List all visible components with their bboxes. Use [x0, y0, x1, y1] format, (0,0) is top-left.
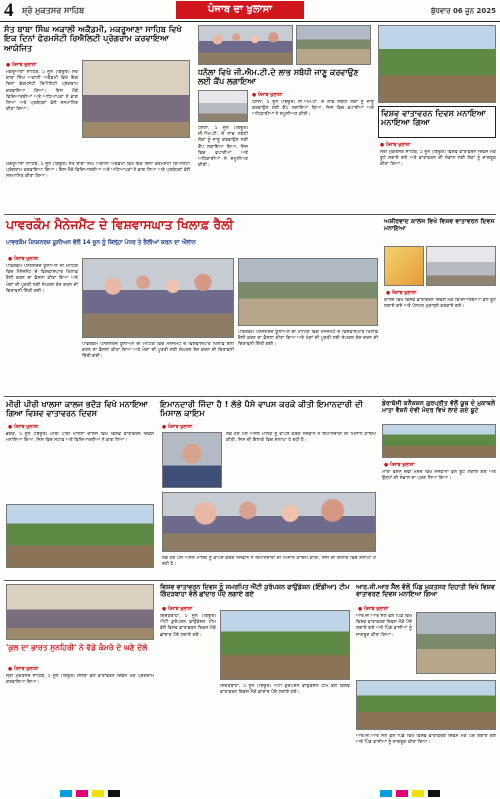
article-2-photo-2 — [296, 25, 371, 65]
divider — [4, 580, 496, 581]
article-3-photo — [378, 25, 496, 103]
article-10-photo-2 — [356, 680, 496, 730]
article-5-body: ਕਾਲਜ ਵਿਖੇ ਵਿਸ਼ਵ ਵਾਤਾਵਰਨ ਦਿਵਸ ਮੌਕੇ ਵਿਦਿਆਰਥੀਆਂ ਵੱਲੋਂ ਬੂਟੇ ਲਗਾਏ ਗਏ ਅਤੇ ਪੋਸਟਰ ਮੁਕਾਬਲੇ ਕਰਵਾਏ ਗਏ। — [384, 298, 496, 310]
article-9-body: ਗਿੱਦੜਬਾਹਾ, 5 ਜੂਨ (ਬਿਊਰੋ) ਐਂਟੀ ਕੁਰੱਪਸ਼ਨ ਫਾਉਂਡੇਸ਼ਨ ਟੀਮ ਵੱਲੋਂ ਵਿਸ਼ਵ ਵਾਤਾਵਰਨ ਦਿਵਸ ਮੌਕੇ ਛਾਂਦਾਰ ਪੌਦੇ ਲਗਾਏ ਗਏ। — [160, 614, 216, 638]
article-4-byline: ● ਪੰਜਾਬ ਖੁਲਾਸਾ — [8, 257, 39, 262]
article-10-byline: ● ਪੰਜਾਬ ਖੁਲਾਸਾ — [358, 607, 389, 612]
article-4-headline: ਪਾਵਰਕੌਮ ਮੈਨੇਜਮੈਂਟ ਦੇ ਵਿਸ਼ਵਾਸਘਾਤ ਖਿਲਾਫ਼ ਰੈਲੀ — [6, 217, 234, 232]
article-2-body: ਧਨੌਲਾ, 5 ਜੂਨ (ਬਿਊਰੋ) ਜੀ.ਐਮ.ਟੀ. ਦੇ ਲਾਭ ਸਬੰਧੀ ਲੋਕਾਂ ਨੂੰ ਜਾਣੂ ਕਰਵਾਉਣ ਲਈ ਕੈਂਪ ਲਗਾਇਆ ਗਿਆ, ਜਿਸ ਵਿਚ ਵਪਾਰੀਆਂ ਅਤੇ ਅਧਿਕਾਰੀਆਂ ਨੇ ਸ਼ਮੂਲੀਅਤ ਕੀਤੀ। — [252, 100, 374, 118]
issue-date: ਬੁੱਧਵਾਰ 06 ਜੂਨ 2025 — [431, 7, 496, 15]
article-9-byline: ● ਪੰਜਾਬ ਖੁਲਾਸਾ — [162, 607, 193, 612]
swatch-cyan — [380, 790, 392, 797]
article-10-photo-1 — [416, 612, 496, 674]
article-7-photo-2 — [162, 492, 376, 552]
article-10-body: ਆਰ.ਜੀ.ਆਰ ਸੈੱਲ ਵੱਲੋਂ ਪਿੰਡ ਵਿਖੇ ਵਿਸ਼ਵ ਵਾਤਾਵਰਣ ਦਿਵਸ ਮੌਕੇ ਪੌਦੇ ਲਗਾਏ ਗਏ ਅਤੇ ਪਿੰਡ ਵਾਸੀਆਂ ਨੂੰ ਜਾਗਰੂਕ ਕੀਤਾ ਗਿਆ। — [356, 614, 412, 638]
article-2-photo-1 — [198, 25, 293, 65]
article-10-body-cont: ਆਰ.ਜੀ.ਆਰ ਸੈੱਲ ਵੱਲੋਂ ਪਿੰਡ ਵਿਖੇ ਵਿਸ਼ਵ ਵਾਤਾਵਰਣ ਦਿਵਸ ਮੌਕੇ ਪੌਦੇ ਲਗਾਏ ਗਏ ਅਤੇ ਪਿੰਡ ਵਾਸੀਆਂ ਨੂੰ ਜਾਗਰੂਕ ਕੀਤਾ ਗਿਆ। — [356, 734, 496, 746]
divider — [4, 396, 496, 397]
article-8-byline: ● ਪੰਜਾਬ ਖੁਲਾਸਾ — [384, 463, 415, 468]
article-10-headline: ਆਰ.ਜੀ.ਆਰ ਸੈੱਲ ਵੱਲੋਂ ਪਿੰਡ ਮੁਕਤਸਰ ਦਿਹਾਤੀ ਵਿਖੇ ਵਿਸ਼ਵ ਵਾਤਾਵਰਣ ਦਿਵਸ ਮਨਾਇਆ ਗਿਆ — [356, 583, 495, 599]
article-6-photo — [6, 504, 154, 568]
article-4-photo-1 — [82, 258, 234, 338]
masthead — [0, 0, 500, 22]
article-5-photo-1 — [384, 246, 424, 286]
article-1-headline: ਸੰਤ ਬਾਬਾ ਸਿੰਘ ਅਕਾਲੀ ਅਕੈਡਮੀ, ਮਕਰੂਆਣਾ ਸਾਹਿਬ ਵਿਖੇ ਇਕ ਦਿਨਾਂ ਫੋਰਮਸੋਟੀ ਰਿਐਲਿਟੀ ਪ੍ਰੋਗਰਾਮ ਕਰਵਾਇਆ ਆਯੋਜਿਤ — [4, 24, 182, 53]
article-9-photo — [220, 610, 350, 680]
article-7-byline: ● ਪੰਜਾਬ ਖੁਲਾਸਾ — [162, 425, 193, 430]
article-4-body-col1: ਪਾਵਰਕੌਮ ਪੈਨਸ਼ਨਰਜ਼ ਯੂਨੀਅਨ ਦੀ ਮੀਟਿੰਗ ਵਿਚ ਮੈਨੇਜਮੈਂਟ ਦੇ ਵਿਸ਼ਵਾਸਘਾਤ ਖਿਲਾਫ਼ ਰੈਲੀ ਕਰਨ ਦਾ ਫ਼ੈਸਲਾ ਕੀਤਾ ਗਿਆ ਅਤੇ ਮੰਗਾਂ ਦੀ ਪੂਰਤੀ ਲਈ ਸੰਘਰਸ਼ ਤੇਜ਼ ਕਰਨ ਦੀ ਚਿਤਾਵਨੀ ਦਿੱਤੀ ਗਈ। — [6, 264, 78, 294]
article-7-headline: ਇਮਾਨਦਾਰੀ ਜਿੰਦਾ ਹੈ ! ਲੱਭੇ ਪੈਸੇ ਵਾਪਸ ਕਰਕੇ ਕੀਤੀ ਇਮਾਨਦਾਰੀ ਦੀ ਮਿਸਾਲ ਕਾਇਮ — [160, 399, 363, 419]
article-7-body-cont: ਲੱਭੇ ਹੋਏ ਪੈਸੇ ਅਸਲ ਮਾਲਕ ਨੂੰ ਵਾਪਸ ਕਰਕੇ ਨੌਜਵਾਨ ਨੇ ਇਮਾਨਦਾਰੀ ਦੀ ਮਿਸਾਲ ਕਾਇਮ ਕੀਤੀ, ਜਿਸ ਦੀ ਇਲਾਕੇ ਵਿਚ ਸ਼ਲਾਘਾ ਹੋ ਰਹੀ ਹੈ। — [162, 556, 376, 568]
article-9-headline: ਵਿਸ਼ਵ ਵਾਤਾਵਰਨ ਦਿਵਸ ਨੂੰ ਸਮਰਪਿਤ ਐਂਟੀ ਕੁਰੱਪਸ਼ਨ ਫਾਉਂਡੇਸ਼ਨ (ਇੰਡੀਆ) ਟੀਮ ਗਿੱਦੜਬਾਹਾ ਵੱਲੋਂ ਛਾਂਦਾਰ ਪੌਦੇ ਲਗਾਏ ਗਏ — [160, 583, 350, 599]
article-11-photo — [6, 584, 154, 640]
article-7-photo-1 — [162, 432, 222, 488]
article-11-byline: ● ਪੰਜਾਬ ਖੁਲਾਸਾ — [8, 667, 39, 672]
article-9-body-cont: ਗਿੱਦੜਬਾਹਾ, 5 ਜੂਨ (ਬਿਊਰੋ) ਐਂਟੀ ਕੁਰੱਪਸ਼ਨ ਫਾਉਂਡੇਸ਼ਨ ਟੀਮ ਵੱਲੋਂ ਵਿਸ਼ਵ ਵਾਤਾਵਰਨ ਦਿਵਸ ਮੌਕੇ ਛਾਂਦਾਰ ਪੌਦੇ ਲਗਾਏ ਗਏ। — [220, 684, 350, 696]
divider — [4, 214, 496, 215]
article-1-photo — [82, 60, 190, 138]
article-11-headline: 'ਕੁਲ ਦਾ ਭਾਰਤ ਸੁਨਹਿਰੀ' ਨੇ ਵੱਡੇ ਕੰਮਰੇ ਦੇ ਘਣੇ ਦੇਲੇ — [6, 643, 148, 652]
article-1-byline: ● ਪੰਜਾਬ ਖੁਲਾਸਾ — [6, 63, 37, 68]
swatch-yellow — [92, 790, 104, 797]
article-3-headline: ਵਿਸ਼ਵ ਵਾਤਾਵਰਨ ਦਿਵਸ ਮਨਾਇਆ ਮਨਾਇਆ ਗਿਆ — [381, 108, 486, 128]
article-2-photo-3 — [198, 90, 248, 122]
swatch-cyan — [60, 790, 72, 797]
article-4-photo-2 — [238, 258, 378, 326]
publication-name: ਸ਼੍ਰੋ ਮੁਕਤਸਰ ਸਾਹਿਬ — [22, 6, 85, 15]
swatch-magenta — [76, 790, 88, 797]
article-5-headline: ਅਸ਼ੀਰਵਾਦ ਕਾਲਜ ਵਿਖੇ ਵਿਸ਼ਵ ਵਾਤਾਵਰਨ ਦਿਵਸ ਮਨਾਇਆ — [384, 218, 495, 233]
article-11-body: ਸ੍ਰੀ ਮੁਕਤਸਰ ਸਾਹਿਬ, 5 ਜੂਨ (ਬਿਊਰੋ) ਸੰਸਥਾ ਵੱਲੋਂ ਵਾਤਾਵਰਨ ਦਿਵਸ ਮੌਕੇ ਪ੍ਰੋਗਰਾਮ ਕਰਵਾਇਆ ਗਿਆ। — [6, 674, 154, 686]
swatch-magenta — [396, 790, 408, 797]
article-2-headline: ਧਨੌਲਾ ਵਿਖੇ ਜੀ.ਐਮ.ਟੀ.ਦੇ ਲਾਭ ਸਬੰਧੀ ਜਾਣੂ ਕਰਵਾਉਣ ਲਈ ਕੈਂਪ ਲਗਾਇਆ — [198, 68, 359, 87]
swatch-black — [428, 790, 440, 797]
article-8-photo — [382, 424, 496, 458]
article-3-headline-box — [378, 106, 496, 138]
article-6-byline: ● ਪੰਜਾਬ ਖੁਲਾਸਾ — [8, 425, 39, 430]
section-banner: ਪੰਜਾਬ ਦਾ ਖੁਲਾਸਾ — [176, 1, 304, 19]
article-3-byline: ● ਪੰਜਾਬ ਖੁਲਾਸਾ — [380, 143, 411, 148]
article-6-body: ਭਦੌੜ, 5 ਜੂਨ (ਬਿਊਰੋ) ਮੀਰੀ ਪੀਰੀ ਖਾਲਸਾ ਕਾਲਜ ਵਿਖੇ ਵਿਸ਼ਵ ਵਾਤਾਵਰਨ ਦਿਵਸ ਮਨਾਇਆ ਗਿਆ, ਜਿਸ ਵਿਚ ਸਟਾਫ਼ ਅਤੇ ਵਿਦਿਆਰਥੀਆਂ ਨੇ ਭਾਗ ਲਿਆ। — [6, 432, 154, 444]
article-5-photo-2 — [426, 246, 496, 286]
swatch-black — [108, 790, 120, 797]
article-4-body-col2: ਪਾਵਰਕੌਮ ਪੈਨਸ਼ਨਰਜ਼ ਯੂਨੀਅਨ ਦੀ ਮੀਟਿੰਗ ਵਿਚ ਮੈਨੇਜਮੈਂਟ ਦੇ ਵਿਸ਼ਵਾਸਘਾਤ ਖਿਲਾਫ਼ ਰੈਲੀ ਕਰਨ ਦਾ ਫ਼ੈਸਲਾ ਕੀਤਾ ਗਿਆ ਅਤੇ ਮੰਗਾਂ ਦੀ ਪੂਰਤੀ ਲਈ ਸੰਘਰਸ਼ ਤੇਜ਼ ਕਰਨ ਦੀ ਚਿਤਾਵਨੀ ਦਿੱਤੀ ਗਈ। — [82, 342, 234, 360]
article-6-headline: ਮੀਰੀ ਪੀਰੀ ਖਾਲਸਾ ਕਾਲਜ ਭਦੌੜ ਵਿਖੇ ਮਨਾਇਆ ਗਿਆ ਵਿਸ਼ਵ ਵਾਤਾਵਰਨ ਦਿਵਸ — [6, 400, 148, 419]
print-color-bar — [0, 788, 500, 799]
article-3-body: ਸ੍ਰੀ ਮੁਕਤਸਰ ਸਾਹਿਬ, 5 ਜੂਨ (ਬਿਊਰੋ) ਵਿਸ਼ਵ ਵਾਤਾਵਰਨ ਦਿਵਸ ਮੌਕੇ ਬੂਟੇ ਲਗਾਏ ਗਏ ਅਤੇ ਵਾਤਾਵਰਨ ਦੀ ਸੰਭਾਲ ਲਈ ਲੋਕਾਂ ਨੂੰ ਜਾਗਰੂਕ ਕੀਤਾ ਗਿਆ। — [380, 150, 496, 168]
article-5-byline: ● ਪੰਜਾਬ ਖੁਲਾਸਾ — [386, 291, 417, 296]
article-4-subhead: ਪਾਵਰਕੌਮ ਪੈਨਸ਼ਨਰਜ਼ ਯੂਨੀਅਨ ਵੱਲੋਂ 14 ਜੂਨ ਨੂੰ ਜ਼ਿਲ੍ਹਾ ਪੱਧਰ ਤੇ ਰੈਲੀਆਂ ਕਰਨ ਦਾ ਐਲਾਨ — [6, 240, 196, 246]
article-7-body: ਲੱਭੇ ਹੋਏ ਪੈਸੇ ਅਸਲ ਮਾਲਕ ਨੂੰ ਵਾਪਸ ਕਰਕੇ ਨੌਜਵਾਨ ਨੇ ਇਮਾਨਦਾਰੀ ਦੀ ਮਿਸਾਲ ਕਾਇਮ ਕੀਤੀ, ਜਿਸ ਦੀ ਇਲਾਕੇ ਵਿਚ ਸ਼ਲਾਘਾ ਹੋ ਰਹੀ ਹੈ। — [226, 432, 376, 444]
article-1-body: ਮਕਰੂਆਣਾ ਸਾਹਿਬ, 5 ਜੂਨ (ਬਿਊਰੋ) ਸੰਤ ਬਾਬਾ ਸਿੰਘ ਅਕਾਲੀ ਅਕੈਡਮੀ ਵਿਖੇ ਇਕ ਦਿਨਾਂ ਫੋਰਮਸੋਟੀ ਰਿਐਲਿਟੀ ਪ੍ਰੋਗਰਾਮ ਕਰਵਾਇਆ ਗਿਆ। ਇਸ ਮੌਕੇ ਵਿਦਿਆਰਥੀਆਂ ਅਤੇ ਅਧਿਆਪਕਾਂ ਨੇ ਭਾਗ ਲਿਆ ਅਤੇ ਪ੍ਰਬੰਧਕਾਂ ਵੱਲੋਂ ਸਨਮਾਨਿਤ ਕੀਤਾ ਗਿਆ। — [6, 70, 78, 113]
article-8-body: ਮਾਤਾ ਵੈਸ਼ਨੋ ਦੇਵੀ ਮੰਦਰ ਵਿਖੇ ਨੌਜਵਾਨਾਂ ਵੱਲੋਂ ਬੂਟੇ ਲਗਾਏ ਗਏ ਅਤੇ ਉਨ੍ਹਾਂ ਦੀ ਸੰਭਾਲ ਦਾ ਪ੍ਰਣ ਲਿਆ ਗਿਆ। — [382, 470, 496, 482]
swatch-yellow — [412, 790, 424, 797]
article-2-body-cont: ਧਨੌਲਾ, 5 ਜੂਨ (ਬਿਊਰੋ) ਜੀ.ਐਮ.ਟੀ. ਦੇ ਲਾਭ ਸਬੰਧੀ ਲੋਕਾਂ ਨੂੰ ਜਾਣੂ ਕਰਵਾਉਣ ਲਈ ਕੈਂਪ ਲਗਾਇਆ ਗਿਆ, ਜਿਸ ਵਿਚ ਵਪਾਰੀਆਂ ਅਤੇ ਅਧਿਕਾਰੀਆਂ ਨੇ ਸ਼ਮੂਲੀਅਤ ਕੀਤੀ। — [198, 126, 248, 169]
article-4-body-col3: ਪਾਵਰਕੌਮ ਪੈਨਸ਼ਨਰਜ਼ ਯੂਨੀਅਨ ਦੀ ਮੀਟਿੰਗ ਵਿਚ ਮੈਨੇਜਮੈਂਟ ਦੇ ਵਿਸ਼ਵਾਸਘਾਤ ਖਿਲਾਫ਼ ਰੈਲੀ ਕਰਨ ਦਾ ਫ਼ੈਸਲਾ ਕੀਤਾ ਗਿਆ ਅਤੇ ਮੰਗਾਂ ਦੀ ਪੂਰਤੀ ਲਈ ਸੰਘਰਸ਼ ਤੇਜ਼ ਕਰਨ ਦੀ ਚਿਤਾਵਨੀ ਦਿੱਤੀ ਗਈ। — [238, 330, 378, 348]
article-1-body-cont: ਮਕਰੂਆਣਾ ਸਾਹਿਬ, 5 ਜੂਨ (ਬਿਊਰੋ) ਸੰਤ ਬਾਬਾ ਸਿੰਘ ਅਕਾਲੀ ਅਕੈਡਮੀ ਵਿਖੇ ਇਕ ਦਿਨਾਂ ਫੋਰਮਸੋਟੀ ਰਿਐਲਿਟੀ ਪ੍ਰੋਗਰਾਮ ਕਰਵਾਇਆ ਗਿਆ। ਇਸ ਮੌਕੇ ਵਿਦਿਆਰਥੀਆਂ ਅਤੇ ਅਧਿਆਪਕਾਂ ਨੇ ਭਾਗ ਲਿਆ ਅਤੇ ਪ੍ਰਬੰਧਕਾਂ ਵੱਲੋਂ ਸਨਮਾਨਿਤ ਕੀਤਾ ਗਿਆ। — [6, 162, 190, 180]
page-number: 4 — [4, 0, 14, 21]
article-8-headline: ਡੇਰਾਬੱਸੀ ਕਨੈਕਸ਼ਨ ਗੁਰਪ੍ਰੀਤ ਵੱਲੋਂ ਯੂਥ ਦੇ ਮੁਕਾਬਲੇ ਮਾਤਾ ਵੈਸ਼ਨੋ ਦੇਵੀ ਮੰਦਰ ਵਿਖੇ ਲਾਏ ਗਏ ਬੂਟੇ — [382, 400, 496, 415]
article-2-byline: ● ਪੰਜਾਬ ਖੁਲਾਸਾ — [252, 93, 283, 98]
